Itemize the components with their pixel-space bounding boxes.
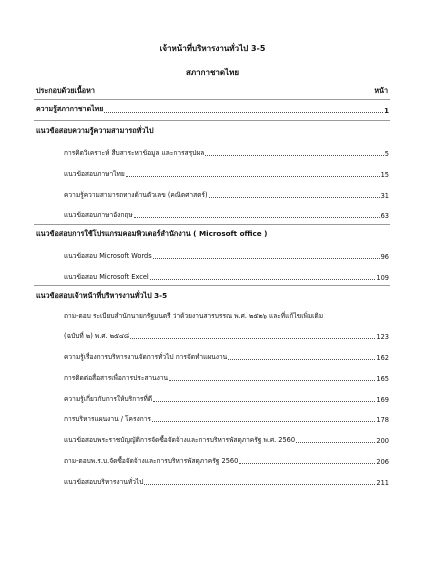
toc-entry [64, 271, 389, 282]
toc-entry-label: แนวข้อสอบพระราชบัญญัติการจัดซื้อจัดจ้างและการบริหารพัสดุภาครัฐ พ.ศ. 2560 [64, 436, 296, 444]
dot-leader [153, 401, 375, 402]
toc-entry-label: ความรู้เรื่องการบริหารงานจัดการทั่วไป การจัดทำแผนงาน [64, 353, 228, 361]
toc-entry-label: การคิดวิเคราะห์ สืบสาระหาข้อมูล และการสรุปผล [64, 149, 205, 157]
dot-leader [228, 359, 375, 360]
toc-entry-label: (ฉบับที่ ๒) พ.ศ. ๒๕๔๘ [64, 332, 130, 340]
toc-entry-label: ความรู้สภากาชาดไทย [36, 105, 104, 113]
toc-entry-page: 200 [376, 437, 389, 445]
toc-entry-label: แนวข้อสอบภาษาไทย [64, 170, 125, 178]
dot-leader [239, 463, 375, 464]
dot-leader [130, 338, 375, 339]
toc-entry-label: ความรู้ความสามารถทางด้านตัวเลข (คณิตศาสตร์) [64, 191, 208, 199]
toc-entry [64, 455, 389, 466]
toc-entry [64, 372, 389, 383]
toc-entry-page: 5 [384, 150, 389, 158]
dot-leader [153, 258, 380, 259]
toc-entry [64, 189, 389, 200]
toc-entry [64, 209, 389, 220]
section-title-ms-office: แนวข้อสอบการใช้โปรแกรมคอมพิวเตอร์สำนักงาน ( Microsoft office ) [36, 229, 268, 238]
toc-entry-page: 1 [384, 107, 389, 115]
toc-entry-label: การติดต่อสื่อสารเพื่อการประสานงาน [64, 374, 169, 382]
section-rule [34, 120, 390, 121]
section-rule [34, 224, 390, 225]
toc-entry-first-line: ถาม-ตอบ ระเบียบสำนักนายกรัฐมนตรี ว่าด้วยงานสารบรรณ พ.ศ. ๒๕๒๖ และที่แก้ไขเพิ่มเติม [64, 312, 324, 320]
dot-leader [296, 442, 375, 443]
toc-entry-page: 15 [380, 171, 389, 179]
toc-entry-label: แนวข้อสอบ Microsoft Words [64, 252, 152, 260]
toc-entry-page: 63 [380, 212, 389, 220]
toc-entry-page: 206 [376, 458, 389, 466]
dot-leader [144, 484, 375, 485]
toc-entry-label: ถาม-ตอบพ.ร.บ.จัดซื้อจัดจ้างและการบริหารพัสดุภาครัฐ 2560 [64, 457, 239, 465]
toc-entry-page: 109 [376, 274, 389, 282]
section-rule [34, 285, 390, 286]
toc-entry-page: 123 [376, 333, 389, 341]
dot-leader [169, 380, 375, 381]
toc-entry-page: 31 [380, 192, 389, 200]
toc-entry-page: 211 [376, 479, 389, 487]
toc-entry [64, 250, 389, 261]
toc-entry-redcross [36, 104, 389, 115]
toc-entry [64, 476, 389, 487]
dot-leader [134, 217, 380, 218]
dot-leader [104, 112, 383, 113]
toc-entry [64, 168, 389, 179]
section-title-general-knowledge: แนวข้อสอบความรู้ความสามารถทั่วไป [36, 126, 154, 135]
toc-entry [64, 434, 389, 445]
section-title-admin-officer: แนวข้อสอบเจ้าหน้าที่บริหารงานทั่วไป 3-5 [36, 291, 168, 300]
document-subtitle: สภากาชาดไทย [185, 68, 240, 77]
dot-leader [126, 176, 380, 177]
page-header: หน้า [374, 86, 388, 95]
dot-leader [209, 197, 380, 198]
toc-entry-label: แนวข้อสอบ Microsoft Excel [64, 273, 149, 281]
toc-entry-label: ความรู้เกี่ยวกับการให้บริการที่ดี [64, 395, 153, 403]
toc-entry-label: การบริหารแผนงาน / โครงการ [64, 415, 151, 423]
dot-leader [150, 279, 376, 280]
toc-entry [64, 351, 389, 362]
toc-entry-page: 178 [376, 416, 389, 424]
document-title: เจ้าหน้าที่บริหารงานทั่วไป 3-5 [159, 44, 266, 53]
dot-leader [205, 155, 384, 156]
toc-entry [64, 393, 389, 404]
toc-entry-label: แนวข้อสอบบริหารงานทั่วไป [64, 478, 144, 486]
toc-entry-page: 169 [376, 396, 389, 404]
toc-entry-page: 162 [376, 354, 389, 362]
header-rule [34, 99, 390, 100]
dot-leader [152, 421, 375, 422]
toc-entry-page: 165 [376, 375, 389, 383]
toc-entry-page: 96 [380, 253, 389, 261]
toc-entry [64, 147, 389, 158]
contents-header: ประกอบด้วยเนื้อหา [36, 86, 95, 95]
toc-entry-label: แนวข้อสอบภาษาอังกฤษ [64, 211, 133, 219]
toc-entry [64, 330, 389, 341]
toc-entry [64, 413, 389, 424]
